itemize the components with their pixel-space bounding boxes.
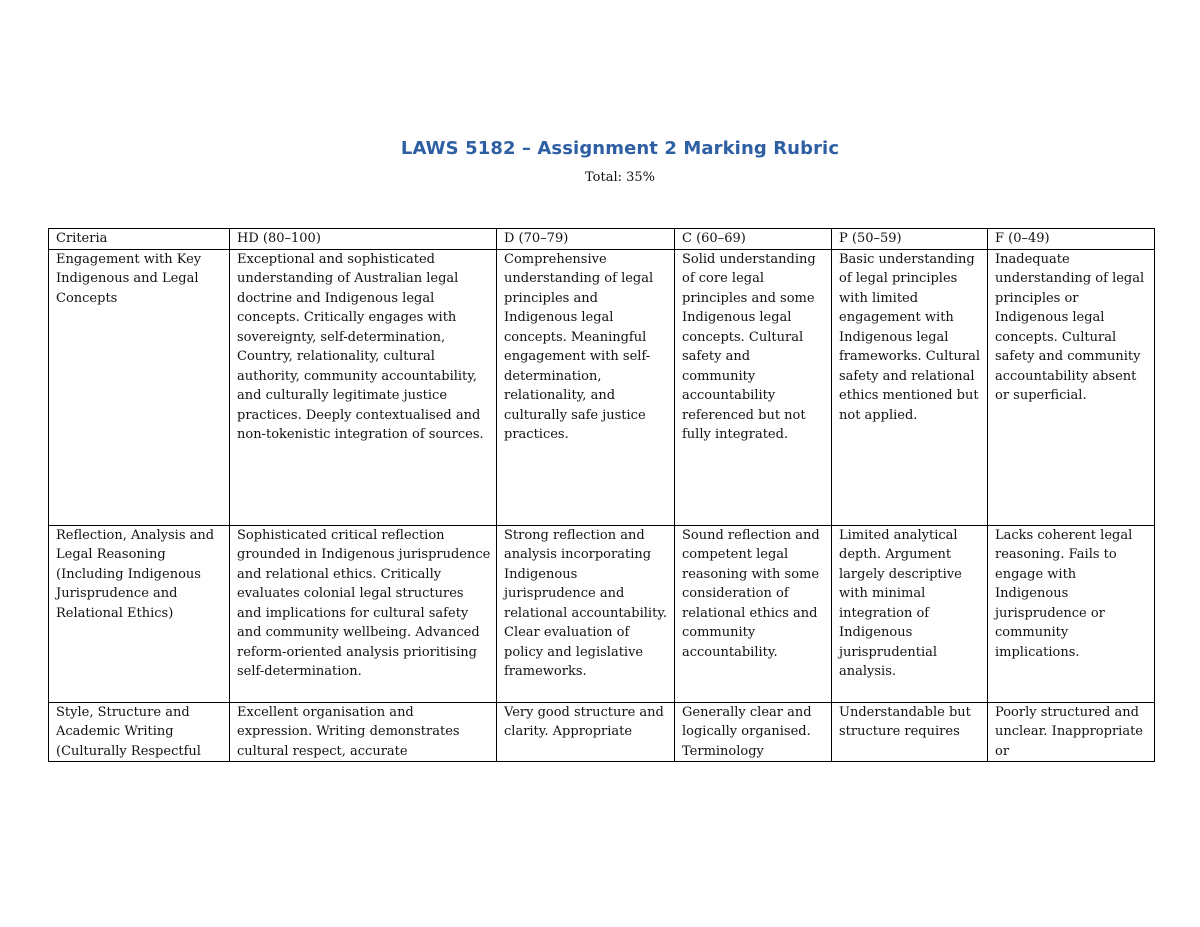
d-descriptor: Strong reflection and analysis incorporating Indigenous jurisprudence and relational accountability. Clear evaluation of policy and legislative frameworks. [497,525,675,702]
header-f: F (0–49) [988,229,1155,250]
hd-descriptor: Exceptional and sophisticated understanding of Australian legal doctrine and Indigenous legal concepts. Critically engages with sovereignty, self-determination, Country, relationality, cultural authority, community accountability, and culturally legitimate justice practices. Deeply contextualised and non-tokenistic integration of sources. [230,249,497,525]
criteria-cell: Engagement with Key Indigenous and Legal Concepts [49,249,230,525]
document-title: LAWS 5182 – Assignment 2 Marking Rubric [400,138,840,159]
header-criteria: Criteria [49,229,230,250]
table-header-row [49,229,1155,250]
total-weighting: Total: 35% [584,170,656,185]
table-row [49,702,1155,762]
criteria-cell: Style, Structure and Academic Writing (Culturally Respectful [49,702,230,762]
p-descriptor: Limited analytical depth. Argument largely descriptive with minimal integration of Indigenous jurisprudential analysis. [832,525,988,702]
f-descriptor: Lacks coherent legal reasoning. Fails to engage with Indigenous jurisprudence or community implications. [988,525,1155,702]
criteria-cell: Reflection, Analysis and Legal Reasoning (Including Indigenous Jurisprudence and Relational Ethics) [49,525,230,702]
c-descriptor: Generally clear and logically organised. Terminology [675,702,832,762]
f-descriptor: Poorly structured and unclear. Inappropriate or [988,702,1155,762]
header-p: P (50–59) [832,229,988,250]
table-row [49,525,1155,702]
hd-descriptor: Sophisticated critical reflection grounded in Indigenous jurisprudence and relational ethics. Critically evaluates colonial legal structures and implications for cultural safety and community wellbeing. Advanced reform-oriented analysis prioritising self-determination. [230,525,497,702]
marking-rubric-table [48,228,1155,762]
f-descriptor: Inadequate understanding of legal principles or Indigenous legal concepts. Cultural safety and community accountability absent or superficial. [988,249,1155,525]
header-c: C (60–69) [675,229,832,250]
p-descriptor: Understandable but structure requires [832,702,988,762]
header-d: D (70–79) [497,229,675,250]
header-hd: HD (80–100) [230,229,497,250]
p-descriptor: Basic understanding of legal principles with limited engagement with Indigenous legal frameworks. Cultural safety and relational ethics mentioned but not applied. [832,249,988,525]
c-descriptor: Sound reflection and competent legal reasoning with some consideration of relational ethics and community accountability. [675,525,832,702]
d-descriptor: Very good structure and clarity. Appropriate [497,702,675,762]
d-descriptor: Comprehensive understanding of legal principles and Indigenous legal concepts. Meaningful engagement with self-determination, relationality, and culturally safe justice practices. [497,249,675,525]
hd-descriptor: Excellent organisation and expression. Writing demonstrates cultural respect, accurate [230,702,497,762]
c-descriptor: Solid understanding of core legal principles and some Indigenous legal concepts. Cultural safety and community accountability referenced but not fully integrated. [675,249,832,525]
table-row [49,249,1155,525]
